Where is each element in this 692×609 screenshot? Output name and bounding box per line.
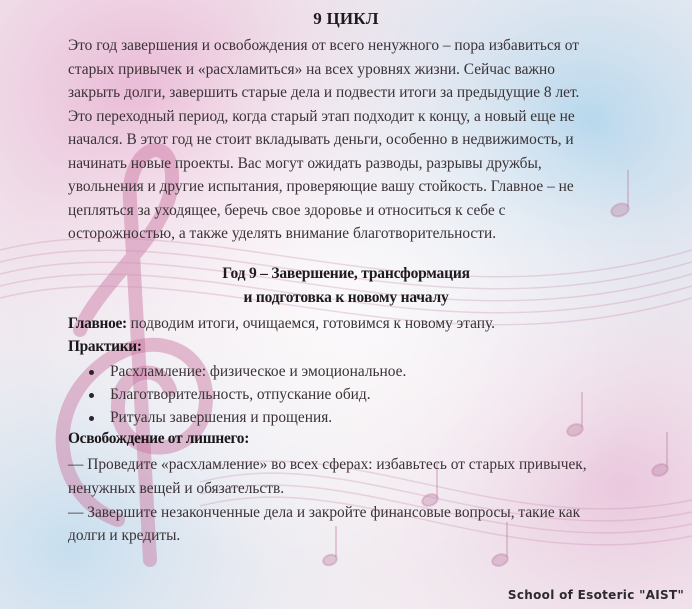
bullet-icon [89, 370, 94, 375]
intro-line: Это переходный период, когда старый этап подходит к концу, а новый еще не [68, 107, 575, 125]
intro-line: Это год завершения и освобождения от всего ненужного – пора избавиться от [68, 37, 579, 54]
page-title: 9 ЦИКЛ [313, 9, 379, 28]
bullet-icon [89, 416, 94, 421]
intro-line: закрыть долги, завершить старые дела и подвести итоги за предыдущие 8 лет. [68, 84, 580, 101]
section-subtitle-line1: Год 9 – Завершение, трансформация [222, 265, 470, 282]
release-label: Освобождение от лишнего: [68, 430, 250, 447]
bullet-icon [89, 393, 94, 398]
main-text: подводим итоги, очищаемся, готовимся к новому этапу. [126, 315, 496, 332]
intro-line: начался. В этот год не стоит вкладывать деньги, особенно в недвижимость, и [68, 131, 574, 148]
main-point [68, 315, 495, 333]
release-line: — Проведите «расхламление» во всех сферах: избавьтесь от старых привычек, [68, 456, 587, 473]
list-item [68, 406, 406, 429]
list-item [68, 360, 406, 383]
intro-line: осторожностью, а также уделять внимание благотворительности. [68, 225, 497, 242]
release-text [68, 453, 628, 548]
intro-line: цепляться за уходящее, беречь свое здоровье и относиться к себе с [68, 201, 506, 219]
intro-paragraph [68, 34, 616, 246]
release-line: долги и кредиты. [68, 527, 181, 545]
list-item-text: Благотворительность, отпускание обид. [110, 386, 371, 403]
intro-line: увольнения и другие испытания, проверяющие вашу стойкость. Главное – не [68, 178, 574, 195]
release-line: — Завершите незаконченные дела и закройте финансовые вопросы, такие как [68, 503, 581, 521]
practices-list [68, 360, 406, 429]
practices-label: Практики: [68, 338, 142, 355]
release-line: ненужных вещей и обязательств. [68, 479, 285, 497]
intro-line: старых привычек и «расхламиться» на всех уровнях жизни. Сейчас важно [68, 60, 555, 78]
list-item-text: Расхламление: физическое и эмоциональное. [110, 363, 407, 380]
intro-line: начинать новые проекты. Вас могут ожидать разводы, разрывы дружбы, [68, 154, 542, 172]
list-item [68, 383, 406, 406]
main-label: Главное: [68, 315, 127, 332]
school-watermark: School of Esoteric "AIST" [507, 588, 684, 602]
list-item-text: Ритуалы завершения и прощения. [110, 409, 333, 426]
section-subtitle-line2: и подготовка к новому началу [243, 289, 449, 306]
